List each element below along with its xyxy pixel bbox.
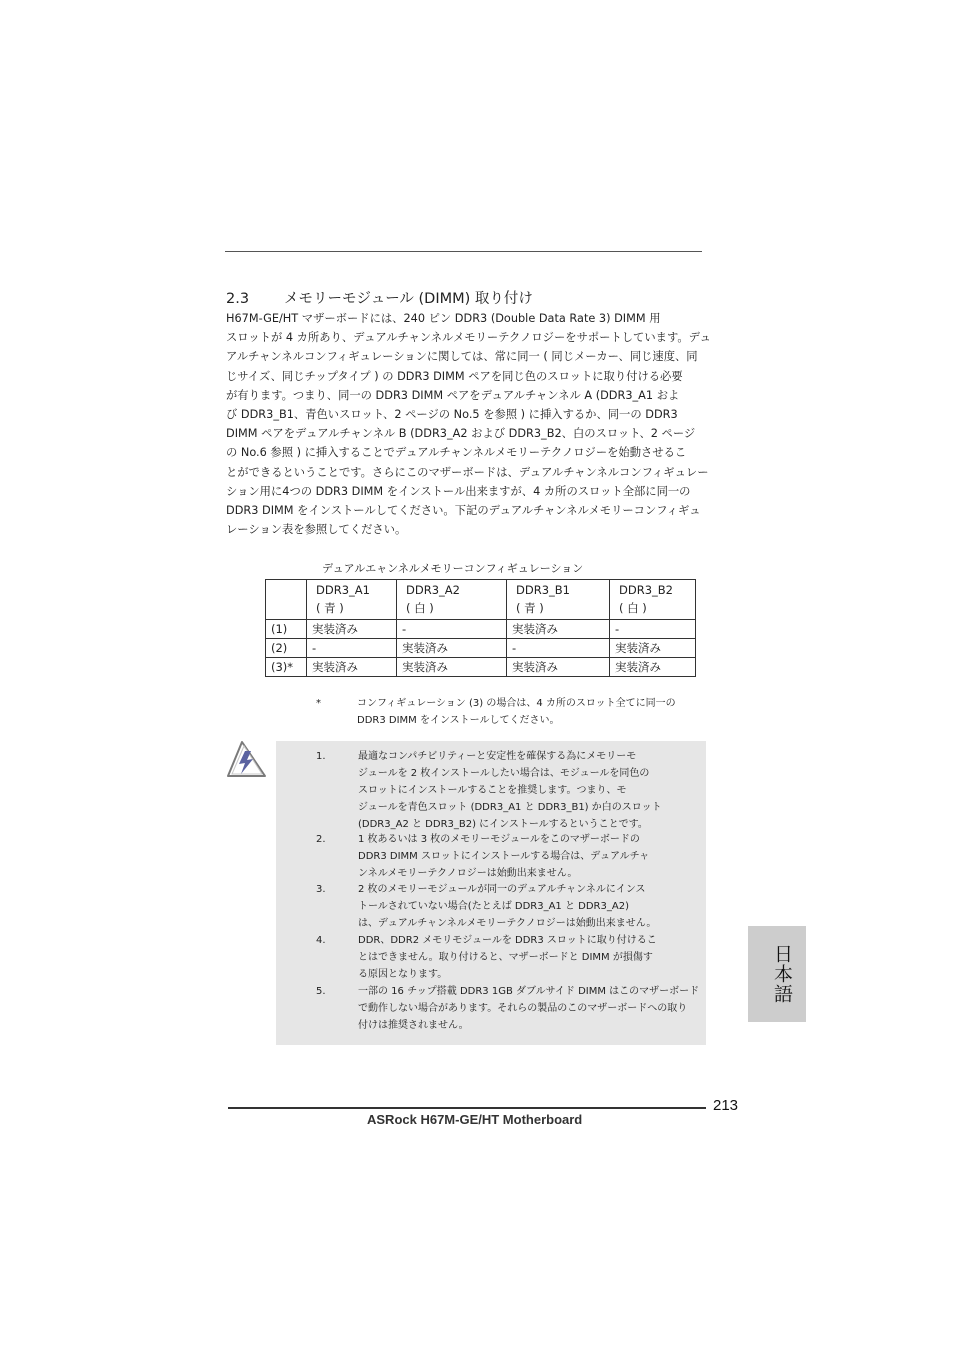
language-tab-label: 日本語 <box>771 944 793 1004</box>
caution-line: は、デュアルチャンネルメモリーテクノロジーは始動出来ません。 <box>358 918 657 929</box>
slot-name: DDR3_A2 <box>406 583 460 597</box>
slot-color: ( 白 ) <box>619 601 647 615</box>
body-line: ション用に4つの DDR3 DIMM をインストール出来ますが、4 カ所のスロット全部に同一の <box>226 484 691 498</box>
table-cell: - <box>507 639 610 658</box>
footnote-line: コンフィギュレーション (3) の場合は、4 カ所のスロット全てに同一の <box>357 698 676 709</box>
slot-name: DDR3_B2 <box>619 583 673 597</box>
table-cell: 実装済み <box>397 639 507 658</box>
caution-line: 付けは推奨されません。 <box>358 1020 469 1031</box>
table-header-row <box>266 580 696 620</box>
body-line: び DDR3_B1、青色いスロット、2 ページの No.5 を参照 ) に挿入するか、同一の DDR3 <box>226 408 678 422</box>
body-line: レーション表を参照してください。 <box>226 523 407 537</box>
caution-line: スロットにインストールすることを推奨します。つまり、モ <box>358 785 627 796</box>
language-tab <box>748 926 806 1022</box>
table-cell: 実装済み <box>610 658 696 677</box>
caution-line: ジュールを 2 枚インストールしたい場合は、モジュールを同色の <box>358 768 650 779</box>
header-cell <box>397 580 507 620</box>
body-line: スロットが 4 カ所あり、デュアルチャンネルメモリーテクノロジーをサポートしています。デュ <box>226 331 711 345</box>
table-row <box>266 658 696 677</box>
body-paragraph <box>226 309 711 539</box>
header-rule <box>225 251 702 252</box>
table-cell: 実装済み <box>397 658 507 677</box>
caution-line: 一部の 16 チップ搭載 DDR3 1GB ダブルサイド DIMM はこのマザーボード <box>358 986 700 997</box>
caution-text <box>358 831 649 882</box>
caution-text <box>358 881 656 932</box>
header-cell <box>507 580 610 620</box>
footer-title: ASRock H67M-GE/HT Motherboard <box>367 1112 583 1127</box>
warning-triangle-lightning-icon <box>226 738 268 780</box>
caution-line: トールされていない場合(たとえば DDR3_A1 と DDR3_A2) <box>358 901 629 912</box>
caution-line: 1 枚あるいは 3 枚のメモリーモジュールをこのマザーボードの <box>358 834 640 845</box>
memory-config-table <box>265 579 696 677</box>
caution-line: とはできません。取り付けると、マザーボードと DIMM が損傷す <box>358 952 653 963</box>
header-cell-empty <box>266 580 307 620</box>
slot-name: DDR3_B1 <box>516 583 570 597</box>
caution-number: 1. <box>316 751 326 762</box>
caution-line: (DDR3_A2 と DDR3_B2) にインストールするということです。 <box>358 819 648 830</box>
page-number: 213 <box>713 1097 739 1114</box>
caution-line: DDR3 DIMM スロットにインストールする場合は、デュアルチャ <box>358 851 650 862</box>
table-cell: 実装済み <box>610 639 696 658</box>
footer-rule <box>228 1107 706 1109</box>
table-cell: 実装済み <box>507 620 610 639</box>
caution-text <box>358 748 662 833</box>
table-cell: - <box>610 620 696 639</box>
caution-number: 5. <box>316 986 326 997</box>
slot-name: DDR3_A1 <box>316 583 370 597</box>
table-cell: - <box>307 639 397 658</box>
caution-line: 最適なコンパチビリティーと安定性を確保する為にメモリーモ <box>358 751 637 762</box>
table-cell: (1) <box>266 620 307 639</box>
body-line: とができるということです。さらにこのマザーボードは、デュアルチャンネルコンフィギュレー <box>226 465 709 479</box>
caution-text <box>358 932 657 983</box>
body-line: じサイズ、同じチップタイプ ) の DDR3 DIMM ペアを同じ色のスロットに取り付ける必要 <box>226 369 683 383</box>
body-line: が有ります。つまり、同一の DDR3 DIMM ペアをデュアルチャンネル A (DDR3_A1 およ <box>226 388 680 402</box>
caution-text <box>358 983 699 1034</box>
caution-number: 3. <box>316 884 326 895</box>
footnote-text <box>357 695 697 729</box>
caution-box <box>276 741 706 1045</box>
header-cell <box>610 580 696 620</box>
body-line: DIMM ペアをデュアルチャンネル B (DDR3_A2 および DDR3_B2、白のスロット、2 ページ <box>226 427 696 441</box>
header-cell <box>307 580 397 620</box>
body-line: DDR3 DIMM をインストールしてください。下記のデュアルチャンネルメモリーコンフィギュ <box>226 504 701 518</box>
table-row <box>266 620 696 639</box>
caution-line: る原因となります。 <box>358 969 448 980</box>
body-line: アルチャンネルコンフィギュレーションに関しては、常に同一 ( 同じメーカー、同じ速度、同 <box>226 350 698 364</box>
table-caption: デュアルエャンネルメモリーコンフィギュレーション <box>322 562 584 575</box>
caution-line: DDR、DDR2 メモリモジュールを DDR3 スロットに取り付けるこ <box>358 935 657 946</box>
slot-color: ( 青 ) <box>316 601 344 615</box>
caution-line: ジュールを青色スロット (DDR3_A1 と DDR3_B1) か白のスロット <box>358 802 662 813</box>
table-cell: 実装済み <box>507 658 610 677</box>
footnote-marker: * <box>316 698 321 709</box>
caution-number: 2. <box>316 834 326 845</box>
table-cell: 実装済み <box>307 620 397 639</box>
section-title: メモリーモジュール (DIMM) 取り付け <box>284 291 533 307</box>
table-cell: 実装済み <box>307 658 397 677</box>
slot-color: ( 白 ) <box>406 601 434 615</box>
caution-line: ンネルメモリーテクノロジーは始動出来ません。 <box>358 868 578 879</box>
caution-line: 2 枚のメモリーモジュールが同一のデュアルチャンネルにインス <box>358 884 646 895</box>
caution-line: で動作しない場合があります。それらの製品のこのマザーボードへの取り <box>358 1003 688 1014</box>
caution-number: 4. <box>316 935 326 946</box>
body-line: H67M-GE/HT マザーボードには、240 ピン DDR3 (Double Data Rate 3) DIMM 用 <box>226 312 661 325</box>
table-cell: - <box>397 620 507 639</box>
section-heading <box>226 287 533 308</box>
footnote-line: DDR3 DIMM をインストールしてください。 <box>357 715 560 726</box>
section-number: 2.3 <box>226 291 250 307</box>
table-row <box>266 639 696 658</box>
body-line: の No.6 参照 ) に挿入することでデュアルチャンネルメモリーテクノロジーを始動させるこ <box>226 446 687 460</box>
table-cell: (3)* <box>266 658 307 677</box>
table-cell: (2) <box>266 639 307 658</box>
slot-color: ( 青 ) <box>516 601 544 615</box>
